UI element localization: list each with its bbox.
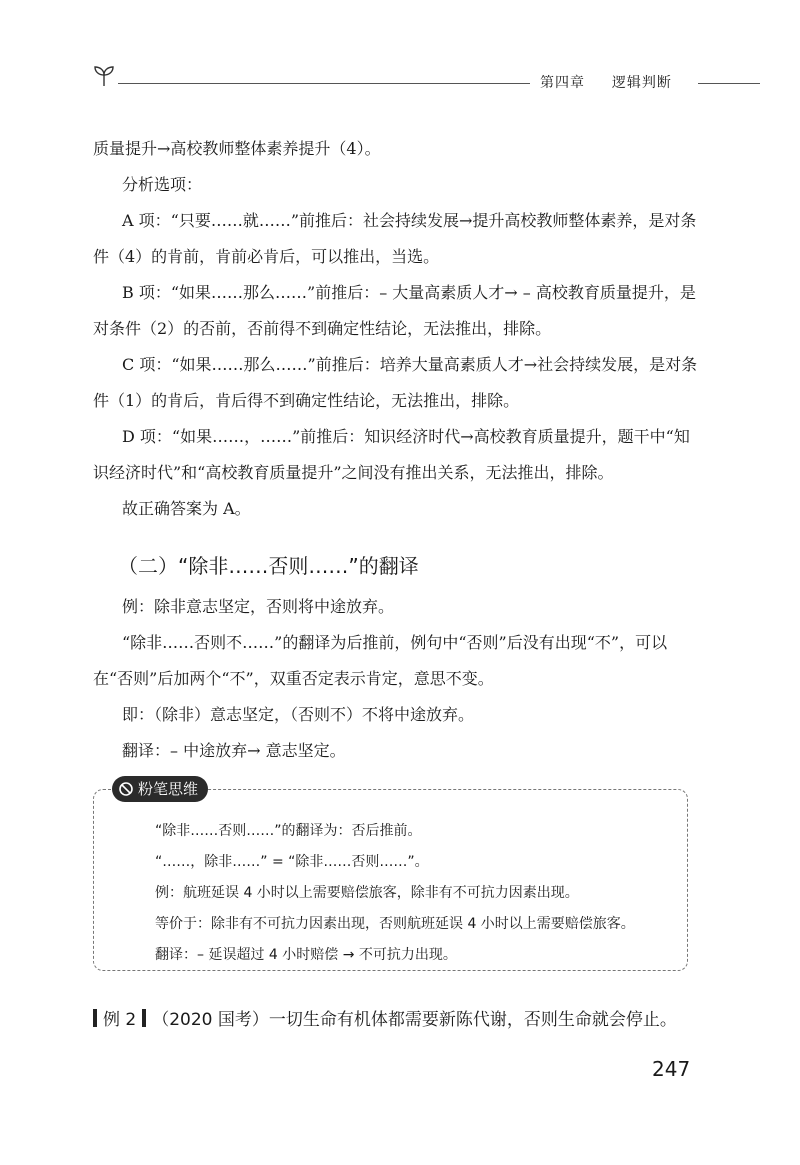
- tip-tag: [112, 776, 208, 802]
- option-a-text: A 项：“只要……就……”前推后：社会持续发展→提升高校教师整体素养，是对条件（4）的肯前，肯前必肯后，可以推出，当选。: [93, 211, 697, 266]
- bracket-left-mark: [93, 1009, 97, 1027]
- example-label: 例 2: [103, 1010, 137, 1030]
- answer-text: 故正确答案为 A。: [122, 499, 251, 518]
- option-d-text: D 项：“如果……，……”前推后：知识经济时代→高校教育质量提升，题干中“知识经济时代”和“高校教育质量提升”之间没有推出关系，无法推出，排除。: [93, 427, 690, 482]
- sprout-icon: [92, 64, 116, 88]
- tip-line: 等价于：除非有不可抗力因素出现，否则航班延误 4 小时以上需要赔偿旅客。: [155, 916, 635, 932]
- tip-line: 例：航班延误 4 小时以上需要赔偿旅客，除非有不可抗力因素出现。: [155, 885, 579, 901]
- page-number: 247: [652, 1057, 691, 1081]
- text-line: 即：（除非）意志坚定，（否则不）不将中途放弃。: [122, 705, 475, 724]
- text-line: 质量提升→高校教师整体素养提升（4）。: [93, 139, 381, 158]
- section-body: [93, 589, 699, 769]
- tip-line: “……，除非……” = “除非……否则……”。: [155, 854, 429, 870]
- tip-line: “除非……否则……”的翻译为：否后推前。: [155, 823, 422, 839]
- example-question: [93, 1005, 677, 1030]
- section-heading: （二）“除非……否则……”的翻译: [118, 554, 419, 578]
- page-header: [92, 64, 760, 94]
- text-line: 翻译：– 中途放弃→ 意志坚定。: [122, 741, 346, 760]
- example-text: （2020 国考）一切生命有机体都需要新陈代谢，否则生命就会停止。: [152, 1010, 677, 1030]
- text-line: 例：除非意志坚定，否则将中途放弃。: [122, 597, 395, 616]
- chapter-name: 逻辑判断: [611, 75, 672, 91]
- option-b-text: B 项：“如果……那么……”前推后：– 大量高素质人才→ – 高校教育质量提升，是对条件（2）的否前，否前得不到确定性结论，无法推出，排除。: [93, 283, 696, 338]
- option-c-text: C 项：“如果……那么……”前推后：培养大量高素质人才→社会持续发展，是对条件（1）的肯后，肯后得不到确定性结论，无法推出，排除。: [93, 355, 698, 410]
- tip-content: [155, 816, 685, 971]
- header-rule-left: [118, 83, 530, 84]
- text-line: 分析选项：: [122, 175, 203, 194]
- tip-tag-label: 粉笔思维: [138, 780, 199, 798]
- chapter-number: 第四章: [540, 75, 585, 91]
- text-line: “除非……否则不……”的翻译为后推前，例句中“否则”后没有出现“不”，可以在“否则”后加两个“不”，双重否定表示肯定，意思不变。: [93, 633, 668, 688]
- header-rule-right: [698, 83, 760, 84]
- chapter-title: [540, 72, 672, 92]
- analysis-block: [93, 131, 699, 527]
- bracket-right-mark: [142, 1009, 146, 1027]
- tip-line: 翻译：– 延误超过 4 小时赔偿 → 不可抗力出现。: [155, 947, 457, 963]
- slash-circle-icon: [118, 781, 134, 797]
